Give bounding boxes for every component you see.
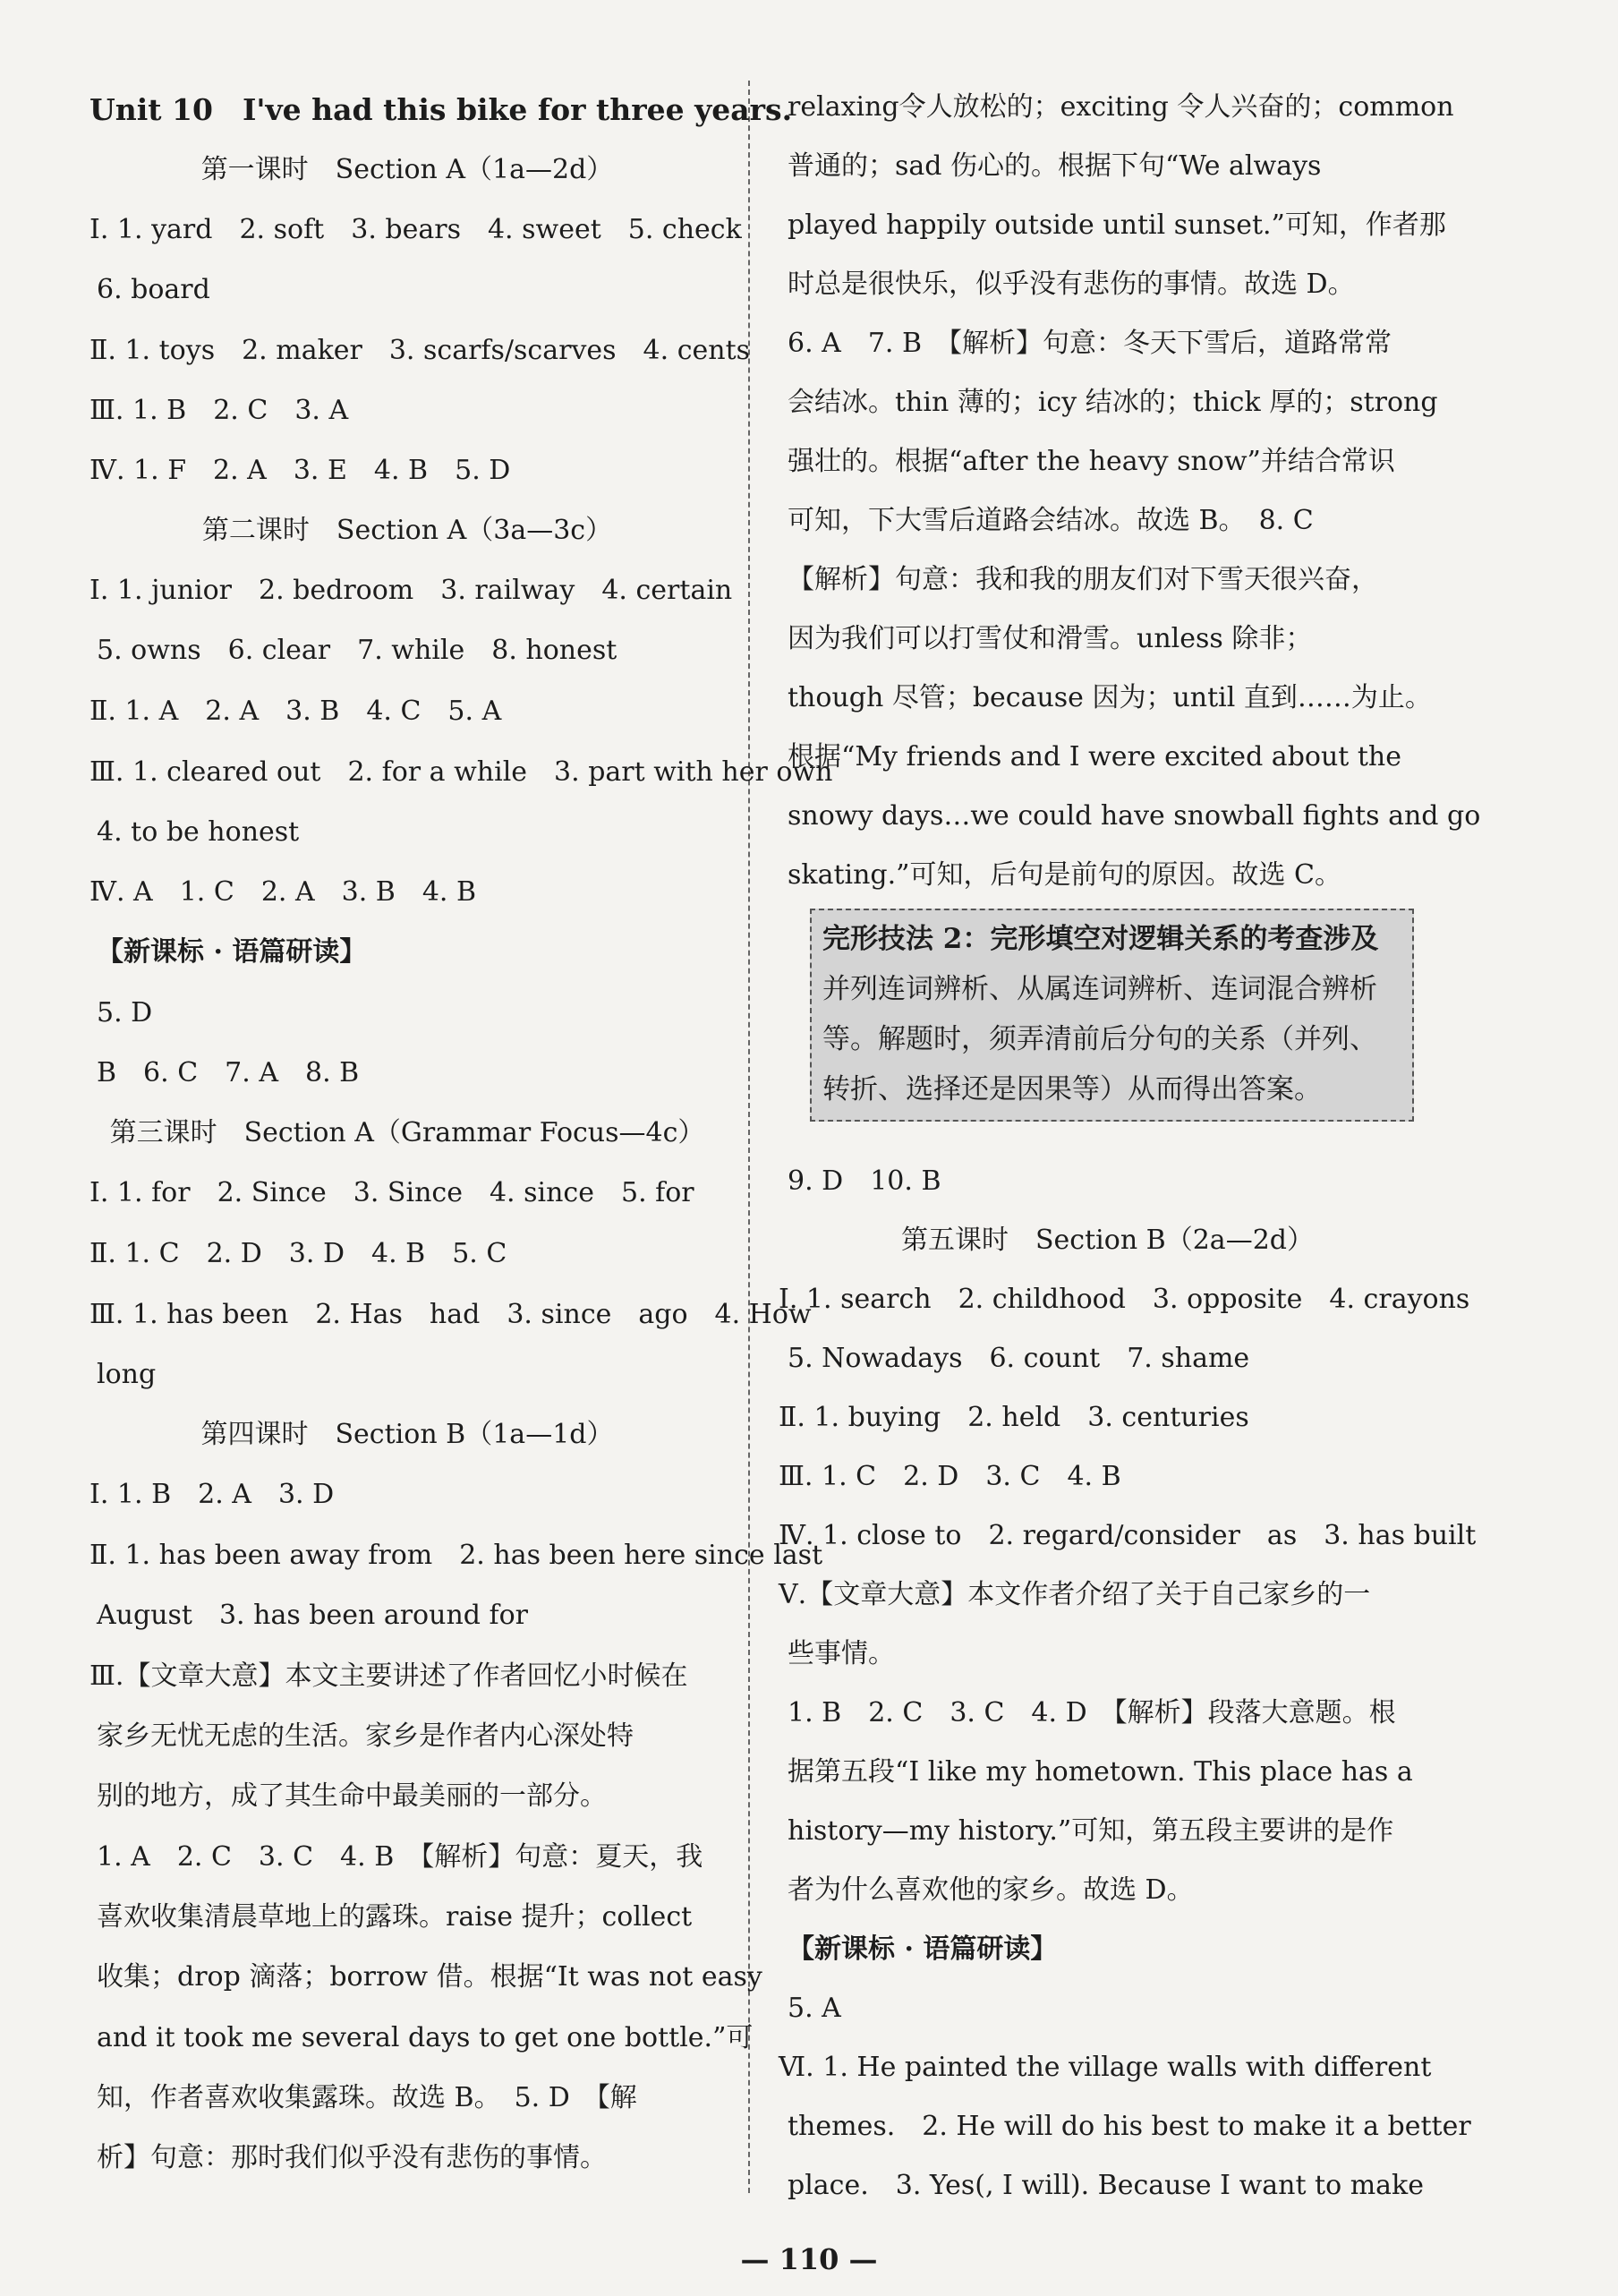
explanation-line: 根据“My friends and I were excited about the	[788, 741, 1402, 772]
explanation-line: 喜欢收集清晨草地上的露珠。raise 提升；collect	[97, 1901, 693, 1933]
answer-line: 5. Nowadays 6. count 7. shame	[788, 1343, 1250, 1374]
answer-line: Ⅱ. 1. C 2. D 3. D 4. B 5. C	[89, 1238, 507, 1269]
summary-line: 些事情。	[788, 1638, 895, 1669]
explanation-line: played happily outside until sunset.”可知，作者那	[788, 209, 1446, 241]
answer-line: 5. owns 6. clear 7. while 8. honest	[97, 635, 617, 666]
explanation-line: 因为我们可以打雪仗和滑雪。unless 除非；	[788, 623, 1313, 654]
answer-line: Ⅰ. 1. for 2. Since 3. Since 4. since 5. for	[89, 1177, 694, 1208]
explanation-line: 1. B 2. C 3. C 4. D 【解析】段落大意题。根	[788, 1697, 1396, 1728]
lesson-heading: 第二课时 Section A（3a—3c）	[201, 515, 613, 546]
answer-line: Ⅳ. 1. F 2. A 3. E 4. B 5. D	[89, 455, 511, 486]
answer-line: Ⅲ. 1. B 2. C 3. A	[89, 395, 349, 426]
tip-line: 等。解题时，须弄清前后分句的关系（并列、	[822, 1023, 1377, 1055]
answer-line: 4. to be honest	[97, 816, 300, 848]
answer-line: Ⅰ. 1. junior 2. bedroom 3. railway 4. certain	[89, 575, 733, 606]
answer-line: themes. 2. He will do his best to make it a better	[788, 2111, 1471, 2142]
summary-line: 家乡无忧无虑的生活。家乡是作者内心深处特	[97, 1720, 634, 1752]
answer-line: Ⅱ. 1. buying 2. held 3. centuries	[779, 1402, 1249, 1433]
answer-line: Ⅳ. 1. close to 2. regard/consider as 3. has built	[779, 1520, 1477, 1551]
section-label: 【新课标 · 语篇研读】	[97, 936, 367, 968]
answer-line: Ⅱ. 1. has been away from 2. has been here since last	[89, 1540, 823, 1571]
explanation-line: snowy days…we could have snowball fights and go	[788, 800, 1481, 832]
explanation-line: 时总是很快乐，似乎没有悲伤的事情。故选 D。	[788, 269, 1355, 300]
answer-line: Ⅲ. 1. C 2. D 3. C 4. B	[779, 1461, 1121, 1492]
answer-line: long	[97, 1359, 157, 1390]
lesson-heading: 第三课时 Section A（Grammar Focus—4c）	[109, 1117, 705, 1148]
answer-line: 9. D 10. B	[788, 1165, 941, 1197]
explanation-line: 析】句意：那时我们似乎没有悲伤的事情。	[97, 2142, 607, 2173]
technique-tip-box	[810, 909, 1414, 1122]
explanation-line: 收集；drop 滴落；borrow 借。根据“It was not easy	[97, 1961, 762, 1993]
answer-line: 5. A	[788, 1993, 841, 2024]
explanation-line: 知，作者喜欢收集露珠。故选 B。 5. D 【解	[97, 2082, 637, 2113]
unit-title: Unit 10 I've had this bike for three years.	[89, 92, 793, 127]
answer-line: Ⅵ. 1. He painted the village walls with different	[779, 2052, 1432, 2083]
answer-line: Ⅱ. 1. toys 2. maker 3. scarfs/scarves 4. cents	[89, 335, 751, 366]
answer-line: Ⅲ. 1. has been 2. Has had 3. since ago 4. How	[89, 1299, 812, 1330]
answer-line: 5. D	[97, 997, 153, 1029]
summary-line: Ⅴ.【文章大意】本文作者介绍了关于自己家乡的一	[779, 1579, 1371, 1610]
tip-line: 转折、选择还是因果等）从而得出答案。	[822, 1073, 1322, 1105]
explanation-line: 据第五段“I like my hometown. This place has a	[788, 1756, 1413, 1788]
tip-line: 并列连词辨析、从属连词辨析、连词混合辨析	[822, 973, 1377, 1005]
explanation-line: 1. A 2. C 3. C 4. B 【解析】句意：夏天，我	[97, 1841, 703, 1873]
answer-line: August 3. has been around for	[97, 1600, 529, 1631]
answer-line: place. 3. Yes(, I will). Because I want to make	[788, 2170, 1424, 2201]
explanation-line: 者为什么喜欢他的家乡。故选 D。	[788, 1874, 1194, 1906]
explanation-line: 会结冰。thin 薄的；icy 结冰的；thick 厚的；strong	[788, 387, 1438, 418]
answer-line: Ⅰ. 1. yard 2. soft 3. bears 4. sweet 5. check	[89, 214, 742, 245]
section-label: 【新课标 · 语篇研读】	[788, 1933, 1058, 1965]
explanation-line: history—my history.”可知，第五段主要讲的是作	[788, 1815, 1394, 1847]
answer-line: Ⅲ. 1. cleared out 2. for a while 3. part with her own	[89, 756, 833, 788]
lesson-heading: 第四课时 Section B（1a—1d）	[200, 1419, 614, 1450]
explanation-line: and it took me several days to get one bottle.”可	[97, 2022, 754, 2053]
explanation-line: 【解析】句意：我和我的朋友们对下雪天很兴奋，	[788, 564, 1378, 595]
answer-line: Ⅱ. 1. A 2. A 3. B 4. C 5. A	[89, 696, 502, 727]
answer-line: B 6. C 7. A 8. B	[97, 1057, 360, 1088]
explanation-line: though 尽管；because 因为；until 直到……为止。	[788, 682, 1432, 713]
answer-line: Ⅰ. 1. search 2. childhood 3. opposite 4. crayons	[779, 1284, 1470, 1315]
page-number: — 110 —	[740, 2242, 878, 2276]
explanation-line: 6. A 7. B 【解析】句意：冬天下雪后，道路常常	[788, 328, 1392, 359]
explanation-line: skating.”可知，后句是前句的原因。故选 C。	[788, 859, 1341, 891]
summary-line: Ⅲ.【文章大意】本文主要讲述了作者回忆小时候在	[89, 1660, 688, 1692]
answer-line: 6. board	[97, 274, 210, 305]
column-divider	[748, 81, 750, 2193]
summary-line: 别的地方，成了其生命中最美丽的一部分。	[97, 1780, 607, 1812]
explanation-line: 可知，下大雪后道路会结冰。故选 B。 8. C	[788, 505, 1314, 536]
tip-line: 完形技法 2：完形填空对逻辑关系的考查涉及	[822, 923, 1379, 955]
lesson-heading: 第一课时 Section A（1a—2d）	[200, 154, 614, 185]
explanation-line: 强壮的。根据“after the heavy snow”并结合常识	[788, 446, 1395, 477]
answer-line: Ⅳ. A 1. C 2. A 3. B 4. B	[89, 876, 477, 908]
explanation-line: relaxing令人放松的；exciting 令人兴奋的；common	[788, 91, 1454, 123]
explanation-line: 普通的；sad 伤心的。根据下句“We always	[788, 150, 1322, 182]
lesson-heading: 第五课时 Section B（2a—2d）	[901, 1225, 1314, 1256]
answer-line: Ⅰ. 1. B 2. A 3. D	[89, 1479, 335, 1510]
